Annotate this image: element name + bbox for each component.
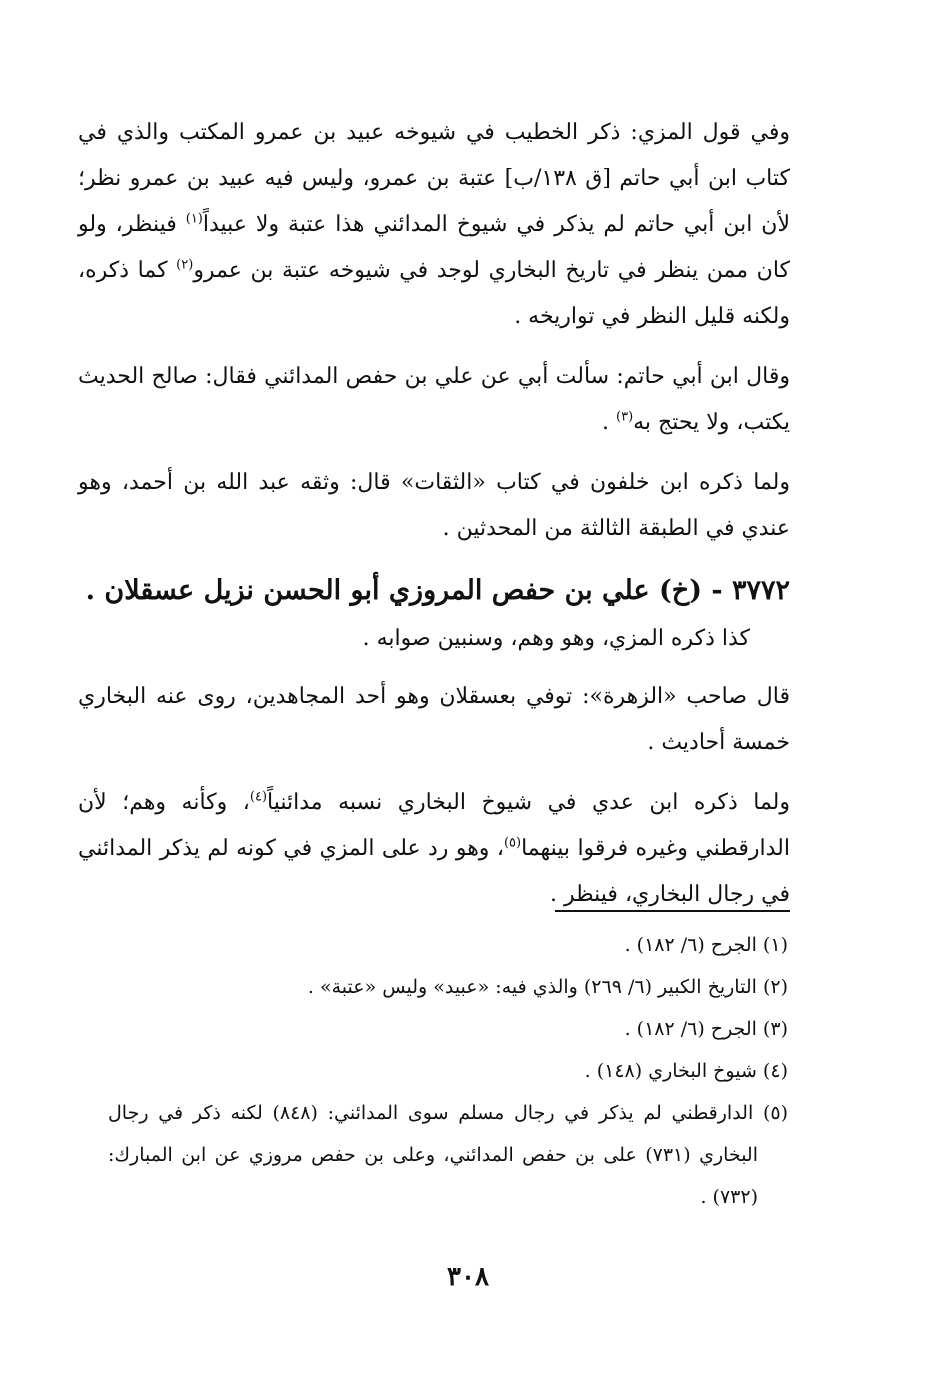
paragraph-4: قال صاحب «الزهرة»: توفي بعسقلان وهو أحد المجاهدين، روى عنه البخاري خمسة أحاديث . <box>78 684 790 755</box>
footnote-divider <box>555 910 790 912</box>
footnote-ref-4: (٤) <box>249 789 268 805</box>
footnote-5: (٥) الدارقطني لم يذكر في رجال مسلم سوى المدائني: (٨٤٨) لكنه ذكر في رجال البخاري (٧٣١) على بن حفص المدائني، وعلى بن حفص مروزي عن ابن المبارك: (٧٣٢) . <box>108 1102 788 1208</box>
page-number: ٣٠٨ <box>447 1262 489 1292</box>
footnote-1: (١) الجرح (٦/ ١٨٢) . <box>624 934 788 956</box>
footnote-4: (٤) شيوخ البخاري (١٤٨) . <box>584 1060 788 1082</box>
main-text-block <box>78 110 790 932</box>
entry-subtitle: كذا ذكره المزي، وهو وهم، وسنبين صوابه . <box>362 626 750 651</box>
footnote-ref-2: (٢) <box>176 257 194 273</box>
paragraph-1-text-c: كما ذكره، ولكنه قليل النظر في تواريخه . <box>78 258 790 329</box>
footnote-ref-1: (١) <box>185 211 203 227</box>
footnote-ref-3: (٣) <box>616 409 634 425</box>
paragraph-2-text-a: وقال ابن أبي حاتم: سألت أبي عن علي بن حفص المدائني فقال: صالح الحديث يكتب، ولا يحتج به <box>78 364 790 435</box>
footnote-3: (٣) الجرح (٦/ ١٨٢) . <box>624 1018 788 1040</box>
paragraph-5 <box>78 780 790 918</box>
entry-heading: ٣٧٧٢ - (خ) علي بن حفص المروزي أبو الحسن نزيل عسقلان . <box>85 575 790 606</box>
paragraph-1-text-a: وفي قول المزي: ذكر الخطيب في شيوخه عبيد بن عمرو المكتب والذي في كتاب ابن أبي حاتم [ق ١٣٨/ب] عتبة بن عمرو، وليس فيه عبيد بن عمرو نظر؛ لأن ابن أبي حاتم لم يذكر في شيوخ المدائني هذا عتبة ولا عبيداً <box>78 120 790 237</box>
paragraph-2-text-b: . <box>602 410 616 435</box>
footnotes <box>108 924 788 1218</box>
paragraph-5-text-b: ، وكأنه وهم؛ لأن الدارقطني وغيره فرقوا بينهما <box>78 790 790 861</box>
footnote-ref-5: (٥) <box>503 835 522 851</box>
paragraph-3: ولما ذكره ابن خلفون في كتاب «الثقات» قال: وثقه عبد الله بن أحمد، وهو عندي في الطبقة الثالثة من المحدثين . <box>78 470 790 541</box>
paragraph-1 <box>78 110 790 340</box>
paragraph-2 <box>78 354 790 446</box>
footnote-2: (٢) التاريخ الكبير (٦/ ٢٦٩) والذي فيه: «عبيد» وليس «عتبة» . <box>307 976 788 998</box>
paragraph-5-text-c: ، وهو رد على المزي في كونه لم يذكر المدائني في رجال البخاري، فينظر . <box>78 836 790 907</box>
paragraph-5-text-a: ولما ذكره ابن عدي في شيوخ البخاري نسبه مدائنياً <box>267 790 790 815</box>
paragraph-1-text-b: فينظر، ولو كان ممن ينظر في تاريخ البخاري لوجد في شيوخه عتبة بن عمرو <box>78 212 790 283</box>
